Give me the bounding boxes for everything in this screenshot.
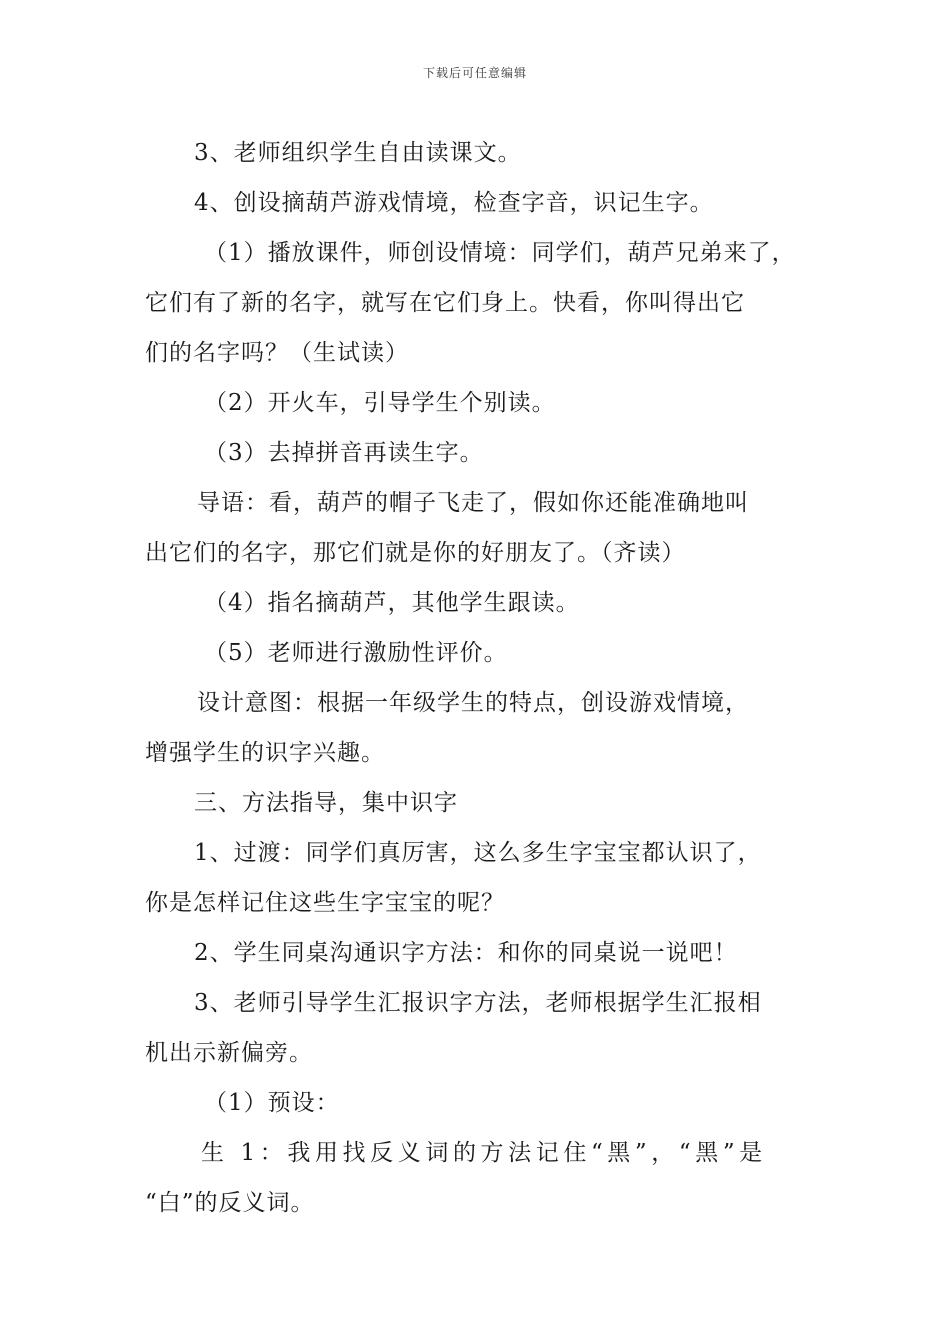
paragraph-line: （2）开火车，引导学生个别读。: [204, 390, 556, 416]
document-body: [145, 128, 825, 1228]
paragraph-line: 你是怎样记住这些生字宝宝的呢？: [145, 890, 505, 916]
paragraph-line: 生 1：我用找反义词的方法记住“黑”，“黑”是: [201, 1140, 767, 1166]
paragraph-line: 3、老师引导学生汇报识字方法，老师根据学生汇报相: [194, 990, 762, 1016]
paragraph-line: “白”的反义词。: [145, 1190, 315, 1216]
page-header: 下载后可任意编辑: [422, 66, 527, 80]
paragraph-line: 增强学生的识字兴趣。: [145, 740, 385, 766]
paragraph-line: （1）预设：: [204, 1090, 340, 1116]
section-heading: 三、方法指导，集中识字: [194, 790, 458, 816]
paragraph-line: 2、学生同桌沟通识字方法：和你的同桌说一说吧！: [194, 940, 738, 966]
paragraph-line: 3、老师组织学生自由读课文。: [194, 140, 522, 166]
paragraph-line: （3）去掉拼音再读生字。: [204, 440, 484, 466]
paragraph-line: 导语：看，葫芦的帽子飞走了，假如你还能准确地叫: [197, 490, 749, 516]
paragraph-line: 设计意图：根据一年级学生的特点，创设游戏情境，: [197, 690, 749, 716]
paragraph-line: （5）老师进行激励性评价。: [204, 640, 508, 666]
paragraph-line: 出它们的名字，那它们就是你的好朋友了。（齐读）: [145, 540, 686, 566]
paragraph-line: 它们有了新的名字，就写在它们身上。快看，你叫得出它: [145, 290, 745, 316]
paragraph-line: 4、创设摘葫芦游戏情境，检查字音，识记生字。: [194, 190, 714, 216]
paragraph-line: 机出示新偏旁。: [145, 1040, 313, 1066]
paragraph-line: 1、过渡：同学们真厉害，这么多生字宝宝都认识了，: [194, 840, 762, 866]
paragraph-line: 们的名字吗？（生试读）: [145, 340, 409, 366]
paragraph-line: （4）指名摘葫芦，其他学生跟读。: [204, 590, 580, 616]
paragraph-line: （1）播放课件，师创设情境：同学们，葫芦兄弟来了，: [204, 240, 796, 266]
